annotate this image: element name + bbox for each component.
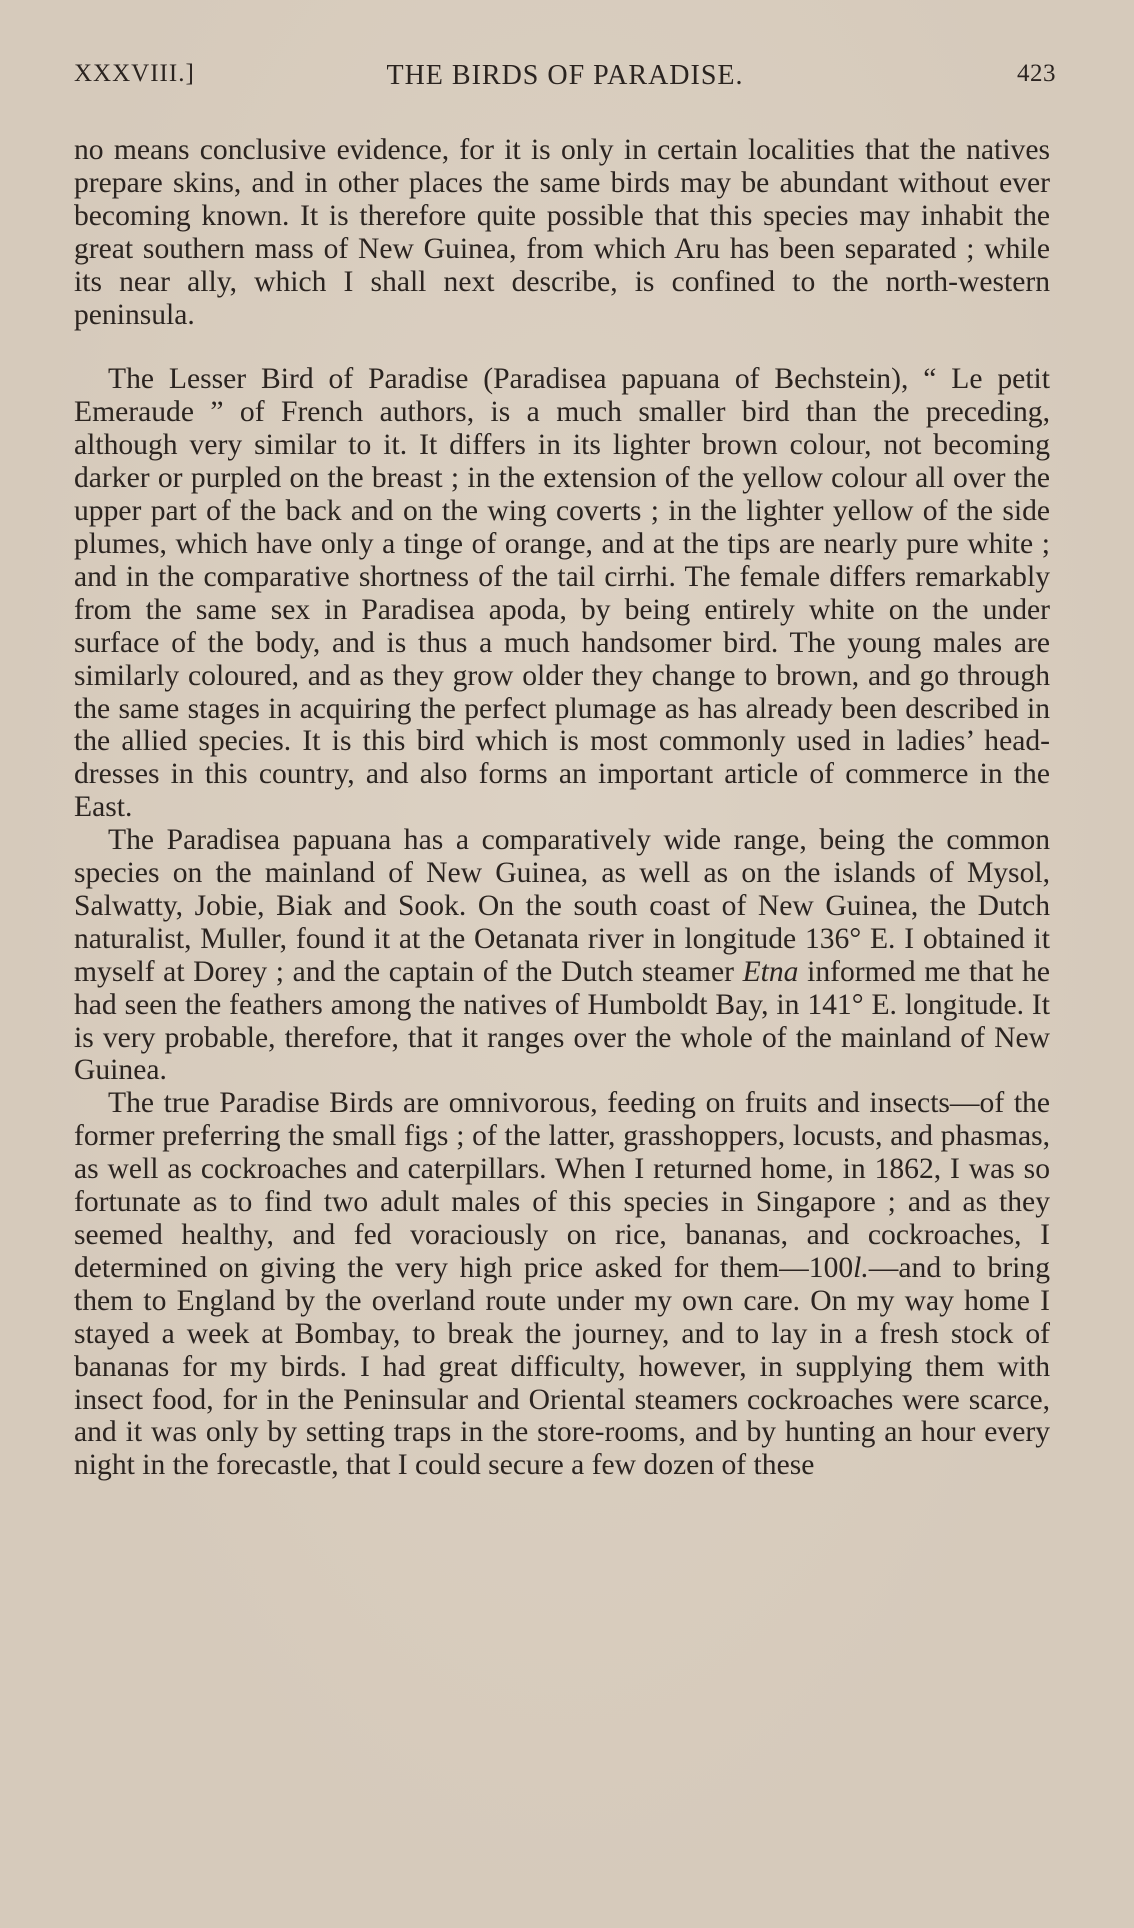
paragraph-range-part-1: The Paradisea papuana has a comparatively wide range, being the common species on the mainland of New Guinea, as well as on the islands of Mysol, Salwatty, Jobie, Biak and Sook. On the south coast of New Guinea, the Dutch naturalist, Muller, found it at the Oetanata river in longitude 136° E. I obtained it myself at Dorey ; and the captain of the Dutch steamer [74,824,1050,988]
paragraph-diet-part-2: —and to bring them to England by the overland route under my own care. On my way home I stayed a week at Bombay, to break the journey, and to lay in a fresh stock of bananas for my birds. I had great difficulty, however, in supplying them with insect food, for in the Peninsular and Oriental steamers cockroaches were scarce, and it was only by setting traps in the store-rooms, and by hunting an hour every night in the forecastle, that I could secure a few dozen of these [74,1251,1051,1482]
paragraph-continued: no means conclusive evidence, for it is only in certain localities that the natives prepare skins, and in other places the same birds may be abundant without ever becoming known. It is therefore quite possible that this species may inhabit the great southern mass of New Guinea, from which Aru has been separated ; while its near ally, which I shall next describe, is confined to the north-western peninsula. [74,134,1050,331]
pound-symbol-italic: l. [853,1251,869,1284]
chapter-number: XXXVIII.] [74,60,195,87]
paragraph-range [74,824,1050,1087]
page-number: 423 [1017,60,1056,87]
paragraph-lesser-bird: The Lesser Bird of Paradise (Paradisea papuana of Bechstein), “ Le petit Emeraude ” of French authors, is a much smaller bird than the preceding, although very similar to it. It differs in its lighter brown colour, not becoming darker or purpled on the breast ; in the extension of the yellow colour all over the upper part of the back and on the wing coverts ; in the lighter yellow of the side plumes, which have only a tinge of orange, and at the tips are nearly pure white ; and in the comparative shortness of the tail cirrhi. The female differs remarkably from the same sex in Paradisea apoda, by being entirely white on the under surface of the body, and is thus a much handsomer bird. The young males are similarly coloured, and as they grow older they change to brown, and go through the same stages in acquiring the perfect plumage as has already been described in the allied species. It is this bird which is most commonly used in ladies’ head-dresses in this country, and also forms an important article of commerce in the East. [74,363,1050,824]
body-text [74,134,1050,1482]
paragraph-diet-part-1: The true Paradise Birds are omnivorous, feeding on fruits and insects—of the former preferring the small figs ; of the latter, grasshoppers, locusts, and phasmas, as well as cockroaches and caterpillars. When I returned home, in 1862, I was so fortunate as to find two adult males of this species in Singapore ; and as they seemed healthy, and fed voraciously on rice, bananas, and cockroaches, I determined on giving the very high price asked for them—100 [74,1087,1050,1284]
page-title: THE BIRDS OF PARADISE. [386,60,744,91]
paragraph-range-part-2: informed me that he had seen the feathers among the natives of Humboldt Bay, in 141° E. longitude. It is very probable, therefore, that it ranges over the whole of the mainland of New Guinea. [74,955,1050,1087]
running-header [74,60,1056,100]
paragraph-diet [74,1087,1050,1482]
ship-name-italic: Etna [742,955,799,988]
